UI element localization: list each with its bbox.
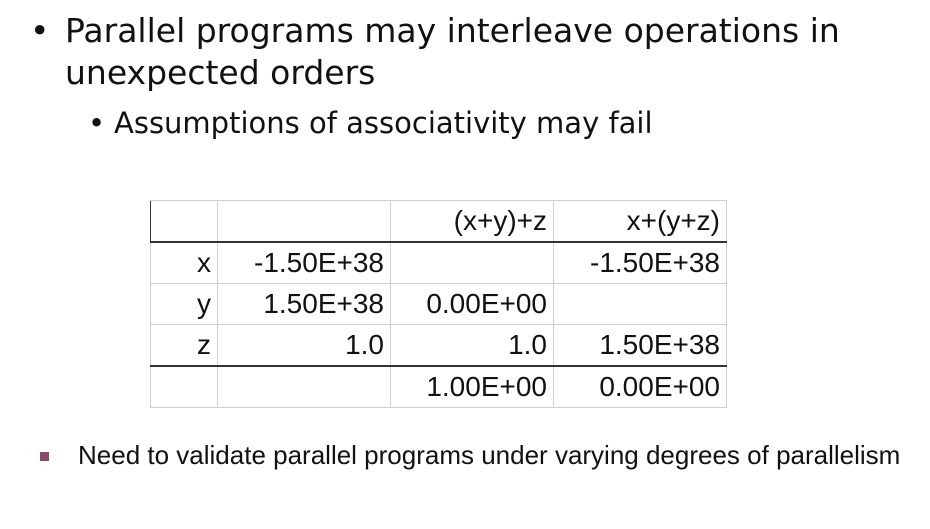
table-header-row xyxy=(151,201,727,243)
table-cell: 1.0 xyxy=(391,325,554,367)
bullet-marker: • xyxy=(30,11,50,50)
table-cell xyxy=(218,201,391,243)
table-cell: 1.50E+38 xyxy=(218,284,391,325)
result-cell: 0.00E+00 xyxy=(554,366,727,408)
row-label-cell: z xyxy=(151,325,218,367)
bullet-text: Parallel programs may interleave operations in unexpected orders xyxy=(65,11,840,92)
sub-bullet-associativity xyxy=(88,104,653,142)
bullet-parallel-interleave xyxy=(30,10,910,94)
table-cell: -1.50E+38 xyxy=(218,242,391,284)
bullet-marker: • xyxy=(88,106,106,140)
table-cell xyxy=(151,201,218,243)
table-row xyxy=(151,242,727,284)
table-header-cell: x+(y+z) xyxy=(554,201,727,243)
associativity-table xyxy=(150,200,727,408)
bullet-text: Assumptions of associativity may fail xyxy=(114,106,653,140)
table-cell xyxy=(218,366,391,408)
row-label-cell: x xyxy=(151,242,218,284)
table-row xyxy=(151,325,727,367)
table-header-cell: (x+y)+z xyxy=(391,201,554,243)
square-bullet-icon xyxy=(40,452,49,461)
table-cell: 0.00E+00 xyxy=(391,284,554,325)
result-cell: 1.00E+00 xyxy=(391,366,554,408)
bullet-text: Need to validate parallel programs under varying degrees of parallelism xyxy=(78,440,901,470)
table-row xyxy=(151,284,727,325)
row-label-cell: y xyxy=(151,284,218,325)
table-cell: 1.50E+38 xyxy=(554,325,727,367)
bullet-validate-parallel xyxy=(40,437,910,473)
table-result-row xyxy=(151,366,727,408)
table-cell xyxy=(554,284,727,325)
table-cell xyxy=(151,366,218,408)
table-cell: 1.0 xyxy=(218,325,391,367)
table-cell xyxy=(391,242,554,284)
table-cell: -1.50E+38 xyxy=(554,242,727,284)
